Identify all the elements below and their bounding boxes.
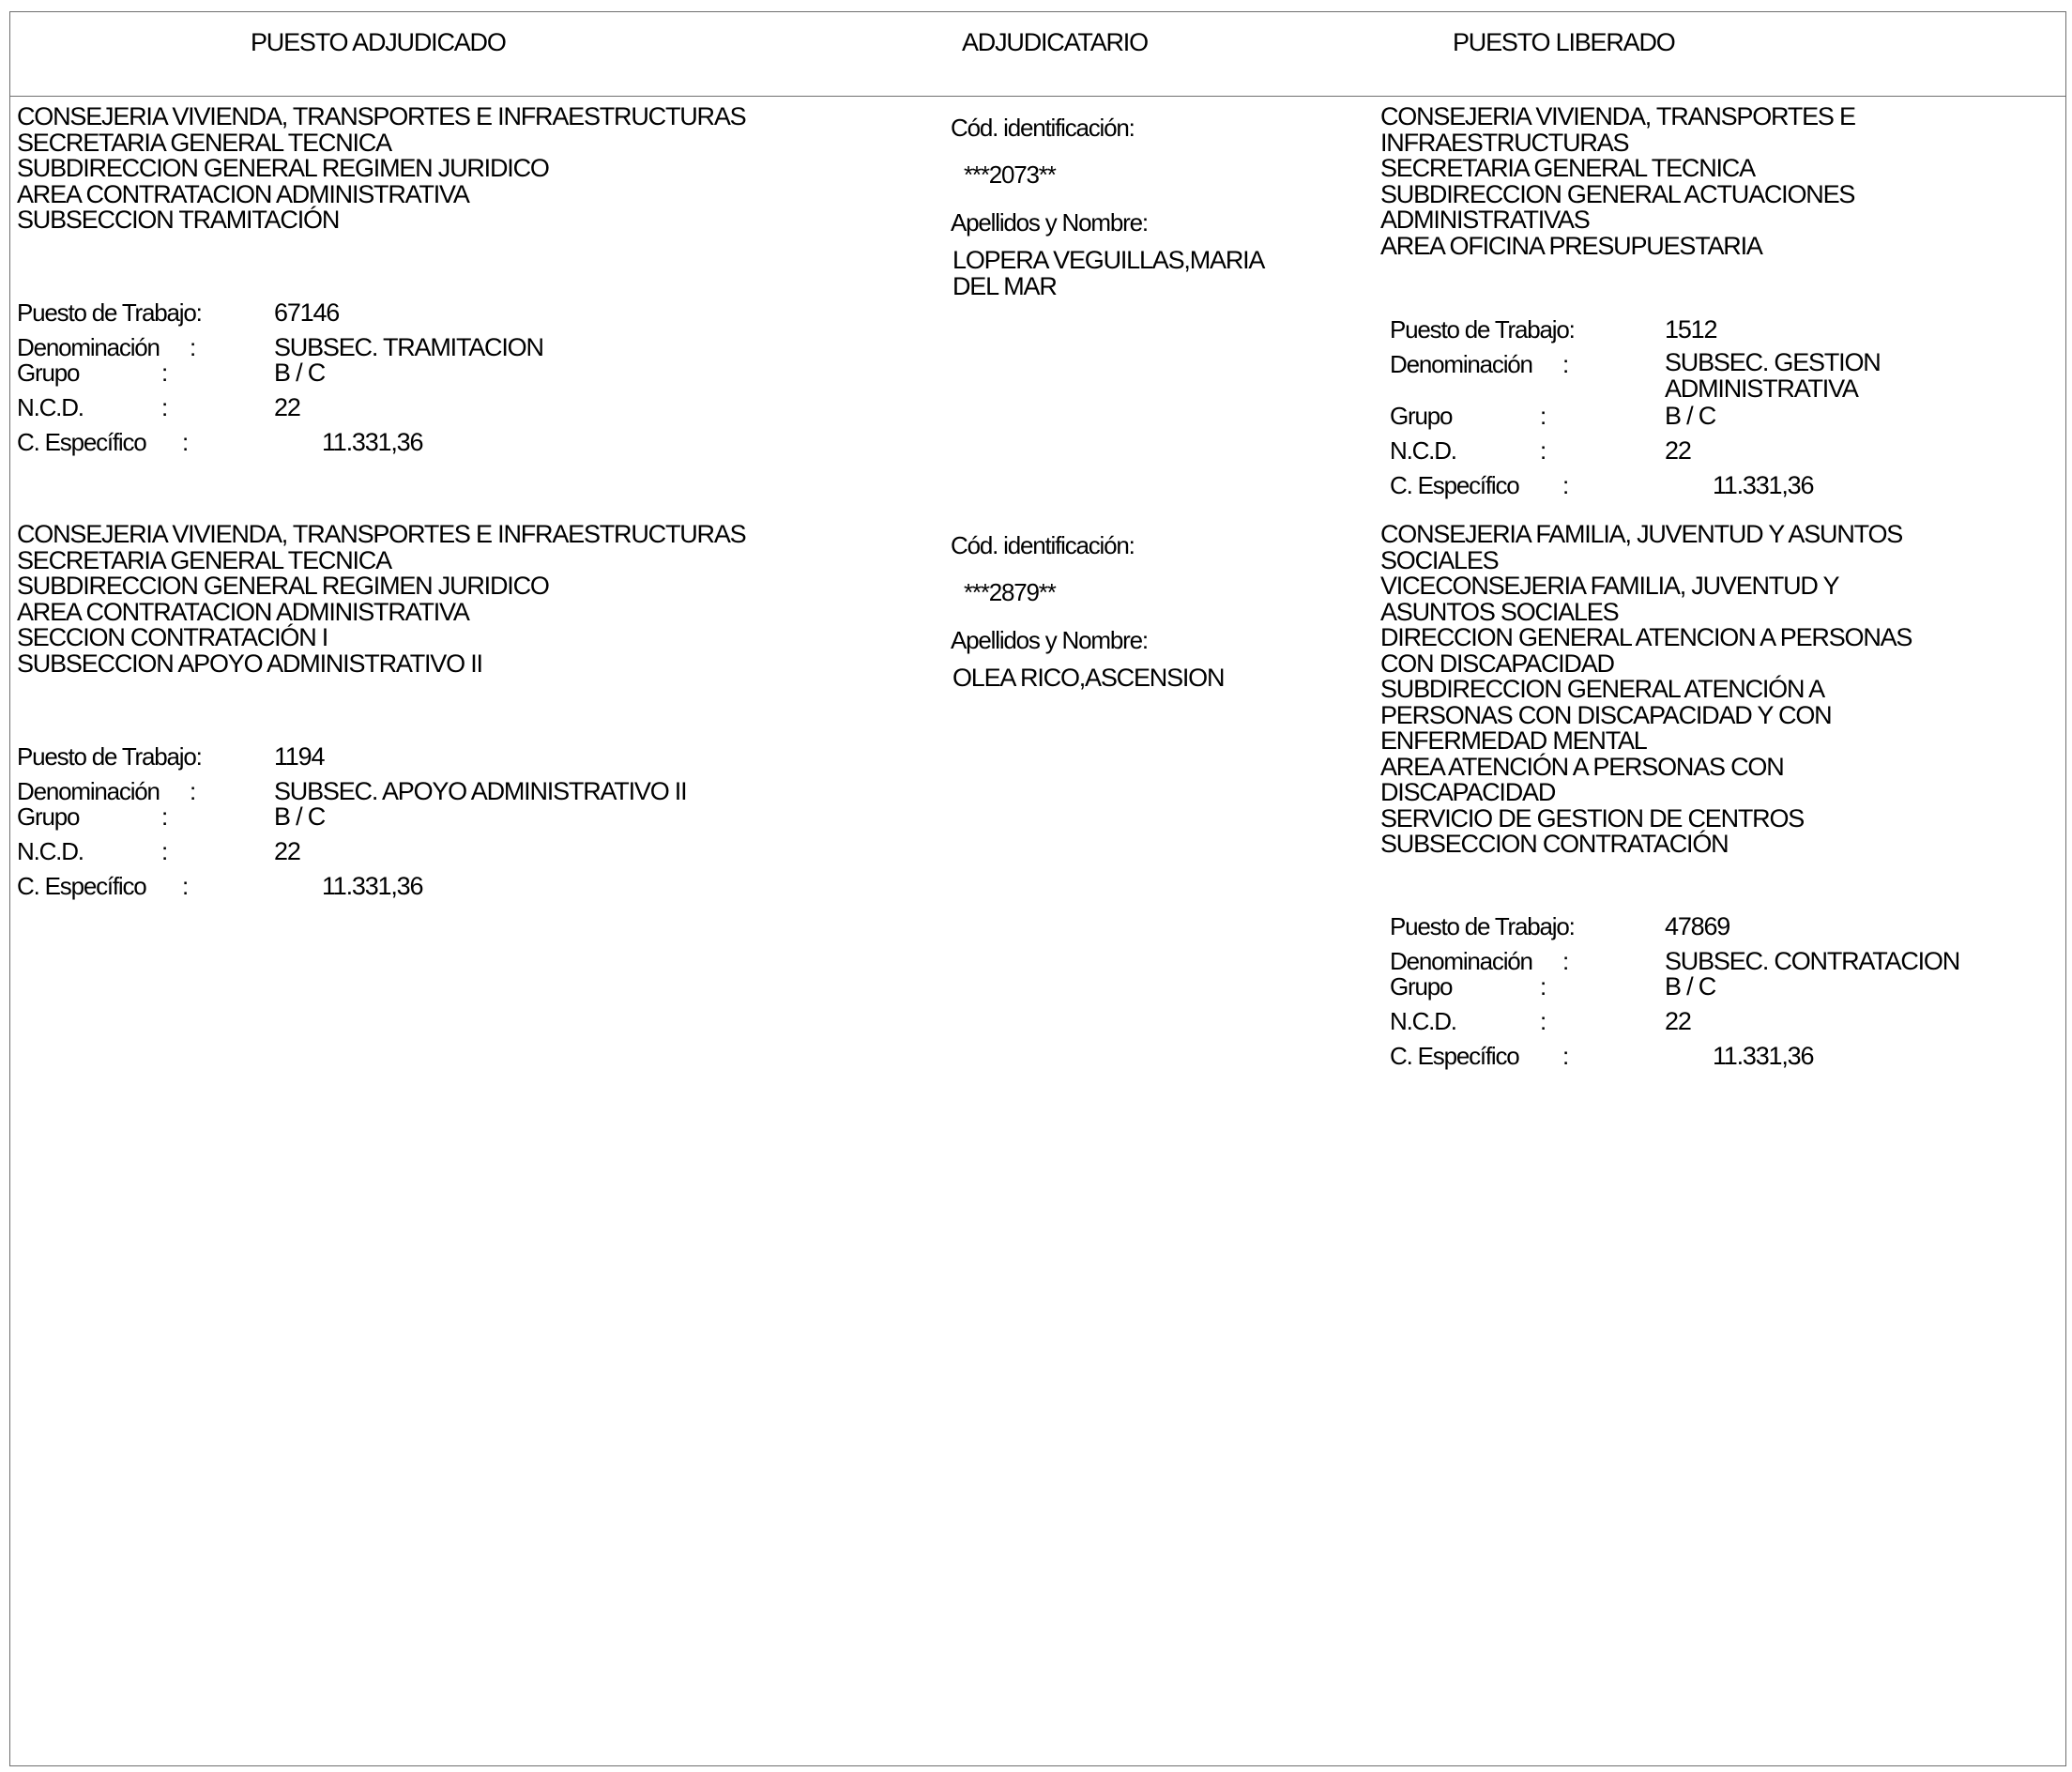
header-divider — [9, 96, 2066, 97]
grupo-value: B / C — [274, 359, 326, 387]
org-line: SERVICIO DE GESTION DE CENTROS — [1380, 803, 1805, 833]
nombre-line: OLEA RICO,ASCENSION — [952, 664, 1225, 692]
org-line: SECCION CONTRATACIÓN I — [17, 623, 328, 651]
colon: : — [1562, 947, 1569, 975]
apellidos-label: Apellidos y Nombre: — [951, 208, 1148, 237]
colon: : — [161, 802, 168, 831]
especifico-value: 11.331,36 — [322, 872, 423, 900]
denominacion-label: Denominación — [17, 777, 160, 805]
especifico-label: C. Específico — [17, 428, 146, 456]
org-line: SECRETARIA GENERAL TECNICA — [17, 128, 391, 157]
colon: : — [182, 428, 189, 456]
org-line: SOCIALES — [1380, 545, 1499, 574]
colon: : — [161, 393, 168, 421]
ncd-label: N.C.D. — [1390, 436, 1456, 465]
puesto-label: Puesto de Trabajo: — [17, 742, 202, 771]
especifico-label: C. Específico — [17, 872, 146, 900]
denominacion-label: Denominación — [17, 333, 160, 361]
header-adjudicatario: ADJUDICATARIO — [962, 28, 1148, 56]
colon: : — [1540, 436, 1546, 465]
record-2-adjudicado-org — [17, 522, 745, 677]
org-line: SECRETARIA GENERAL TECNICA — [1380, 154, 1755, 182]
denominacion-value: SUBSEC. APOYO ADMINISTRATIVO II — [274, 777, 687, 805]
org-line: SUBSECCION TRAMITACIÓN — [17, 206, 340, 234]
cod-value: ***2879** — [964, 578, 1056, 606]
denominacion-value: SUBSEC. TRAMITACION — [274, 333, 543, 361]
ncd-label: N.C.D. — [17, 393, 84, 421]
grupo-label: Grupo — [17, 802, 80, 831]
org-line: SUBDIRECCION GENERAL REGIMEN JURIDICO — [17, 154, 549, 182]
org-line: ENFERMEDAD MENTAL — [1380, 726, 1647, 755]
ncd-value: 22 — [274, 393, 300, 421]
denominacion-value: SUBSEC. CONTRATACION — [1665, 947, 1960, 975]
puesto-value: 67146 — [274, 298, 340, 327]
colon: : — [1562, 350, 1569, 378]
puesto-label: Puesto de Trabajo: — [1390, 912, 1575, 940]
org-line: CONSEJERIA VIVIENDA, TRANSPORTES E — [1380, 102, 1855, 130]
colon: : — [161, 837, 168, 865]
org-line: ADMINISTRATIVAS — [1380, 206, 1590, 234]
colon: : — [190, 333, 196, 361]
nombre-line: DEL MAR — [952, 271, 1057, 300]
denominacion-line: ADMINISTRATIVA — [1665, 374, 1858, 403]
denominacion-line: SUBSEC. GESTION — [1665, 348, 1881, 376]
grupo-label: Grupo — [1390, 972, 1453, 1001]
org-line: AREA ATENCIÓN A PERSONAS CON — [1380, 752, 1784, 781]
ncd-value: 22 — [274, 837, 300, 865]
org-line: CONSEJERIA FAMILIA, JUVENTUD Y ASUNTOS — [1380, 520, 1903, 548]
org-line: SUBDIRECCION GENERAL REGIMEN JURIDICO — [17, 572, 549, 600]
header-puesto-adjudicado: PUESTO ADJUDICADO — [251, 28, 506, 56]
org-line: ASUNTOS SOCIALES — [1380, 597, 1619, 626]
grupo-value: B / C — [274, 802, 326, 831]
org-line: VICECONSEJERIA FAMILIA, JUVENTUD Y — [1380, 572, 1839, 600]
grupo-value: B / C — [1665, 402, 1716, 430]
apellidos-label: Apellidos y Nombre: — [951, 626, 1148, 654]
org-line: CON DISCAPACIDAD — [1380, 649, 1614, 678]
especifico-value: 11.331,36 — [322, 428, 423, 456]
org-line: INFRAESTRUCTURAS — [1380, 128, 1629, 157]
org-line: AREA CONTRATACION ADMINISTRATIVA — [17, 179, 469, 208]
especifico-label: C. Específico — [1390, 1042, 1519, 1070]
org-line: DIRECCION GENERAL ATENCION A PERSONAS — [1380, 623, 1912, 651]
nombre-line: LOPERA VEGUILLAS,MARIA — [952, 246, 1265, 274]
record-1-adjudicado-org — [17, 104, 745, 234]
nombre-value — [952, 248, 1264, 299]
cod-value: ***2073** — [964, 160, 1056, 189]
puesto-value: 47869 — [1665, 912, 1730, 940]
org-line: PERSONAS CON DISCAPACIDAD Y CON — [1380, 700, 1832, 729]
puesto-label: Puesto de Trabajo: — [17, 298, 202, 327]
org-line: SUBSECCION APOYO ADMINISTRATIVO II — [17, 649, 482, 678]
especifico-label: C. Específico — [1390, 471, 1519, 499]
denominacion-value — [1665, 350, 1881, 402]
record-1-liberado-org — [1380, 104, 1855, 259]
org-line: CONSEJERIA VIVIENDA, TRANSPORTES E INFRAESTRUCTURAS — [17, 102, 746, 130]
org-line: AREA OFICINA PRESUPUESTARIA — [1380, 231, 1762, 260]
ncd-value: 22 — [1665, 436, 1691, 465]
org-line: CONSEJERIA VIVIENDA, TRANSPORTES E INFRAESTRUCTURAS — [17, 520, 746, 548]
grupo-label: Grupo — [17, 359, 80, 387]
record-2-liberado-org — [1380, 522, 1912, 858]
colon: : — [1540, 1007, 1546, 1035]
puesto-value: 1194 — [274, 742, 325, 771]
colon: : — [161, 359, 168, 387]
puesto-label: Puesto de Trabajo: — [1390, 315, 1575, 344]
org-line: SUBDIRECCION GENERAL ACTUACIONES — [1380, 179, 1855, 208]
denominacion-label: Denominación — [1390, 350, 1532, 378]
denominacion-label: Denominación — [1390, 947, 1532, 975]
grupo-label: Grupo — [1390, 402, 1453, 430]
ncd-label: N.C.D. — [17, 837, 84, 865]
colon: : — [190, 777, 196, 805]
colon: : — [1562, 1042, 1569, 1070]
cod-label: Cód. identificación: — [951, 114, 1135, 142]
nombre-value — [952, 665, 1224, 692]
cod-label: Cód. identificación: — [951, 531, 1135, 559]
org-line: DISCAPACIDAD — [1380, 778, 1556, 806]
colon: : — [1540, 972, 1546, 1001]
especifico-value: 11.331,36 — [1713, 1042, 1814, 1070]
ncd-value: 22 — [1665, 1007, 1691, 1035]
org-line: SUBDIRECCION GENERAL ATENCIÓN A — [1380, 675, 1824, 703]
colon: : — [182, 872, 189, 900]
ncd-label: N.C.D. — [1390, 1007, 1456, 1035]
especifico-value: 11.331,36 — [1713, 471, 1814, 499]
header-puesto-liberado: PUESTO LIBERADO — [1453, 28, 1675, 56]
grupo-value: B / C — [1665, 972, 1716, 1001]
puesto-value: 1512 — [1665, 315, 1717, 344]
colon: : — [1540, 402, 1546, 430]
org-line: SECRETARIA GENERAL TECNICA — [17, 545, 391, 574]
colon: : — [1562, 471, 1569, 499]
org-line: SUBSECCION CONTRATACIÓN — [1380, 830, 1729, 858]
org-line: AREA CONTRATACION ADMINISTRATIVA — [17, 597, 469, 626]
